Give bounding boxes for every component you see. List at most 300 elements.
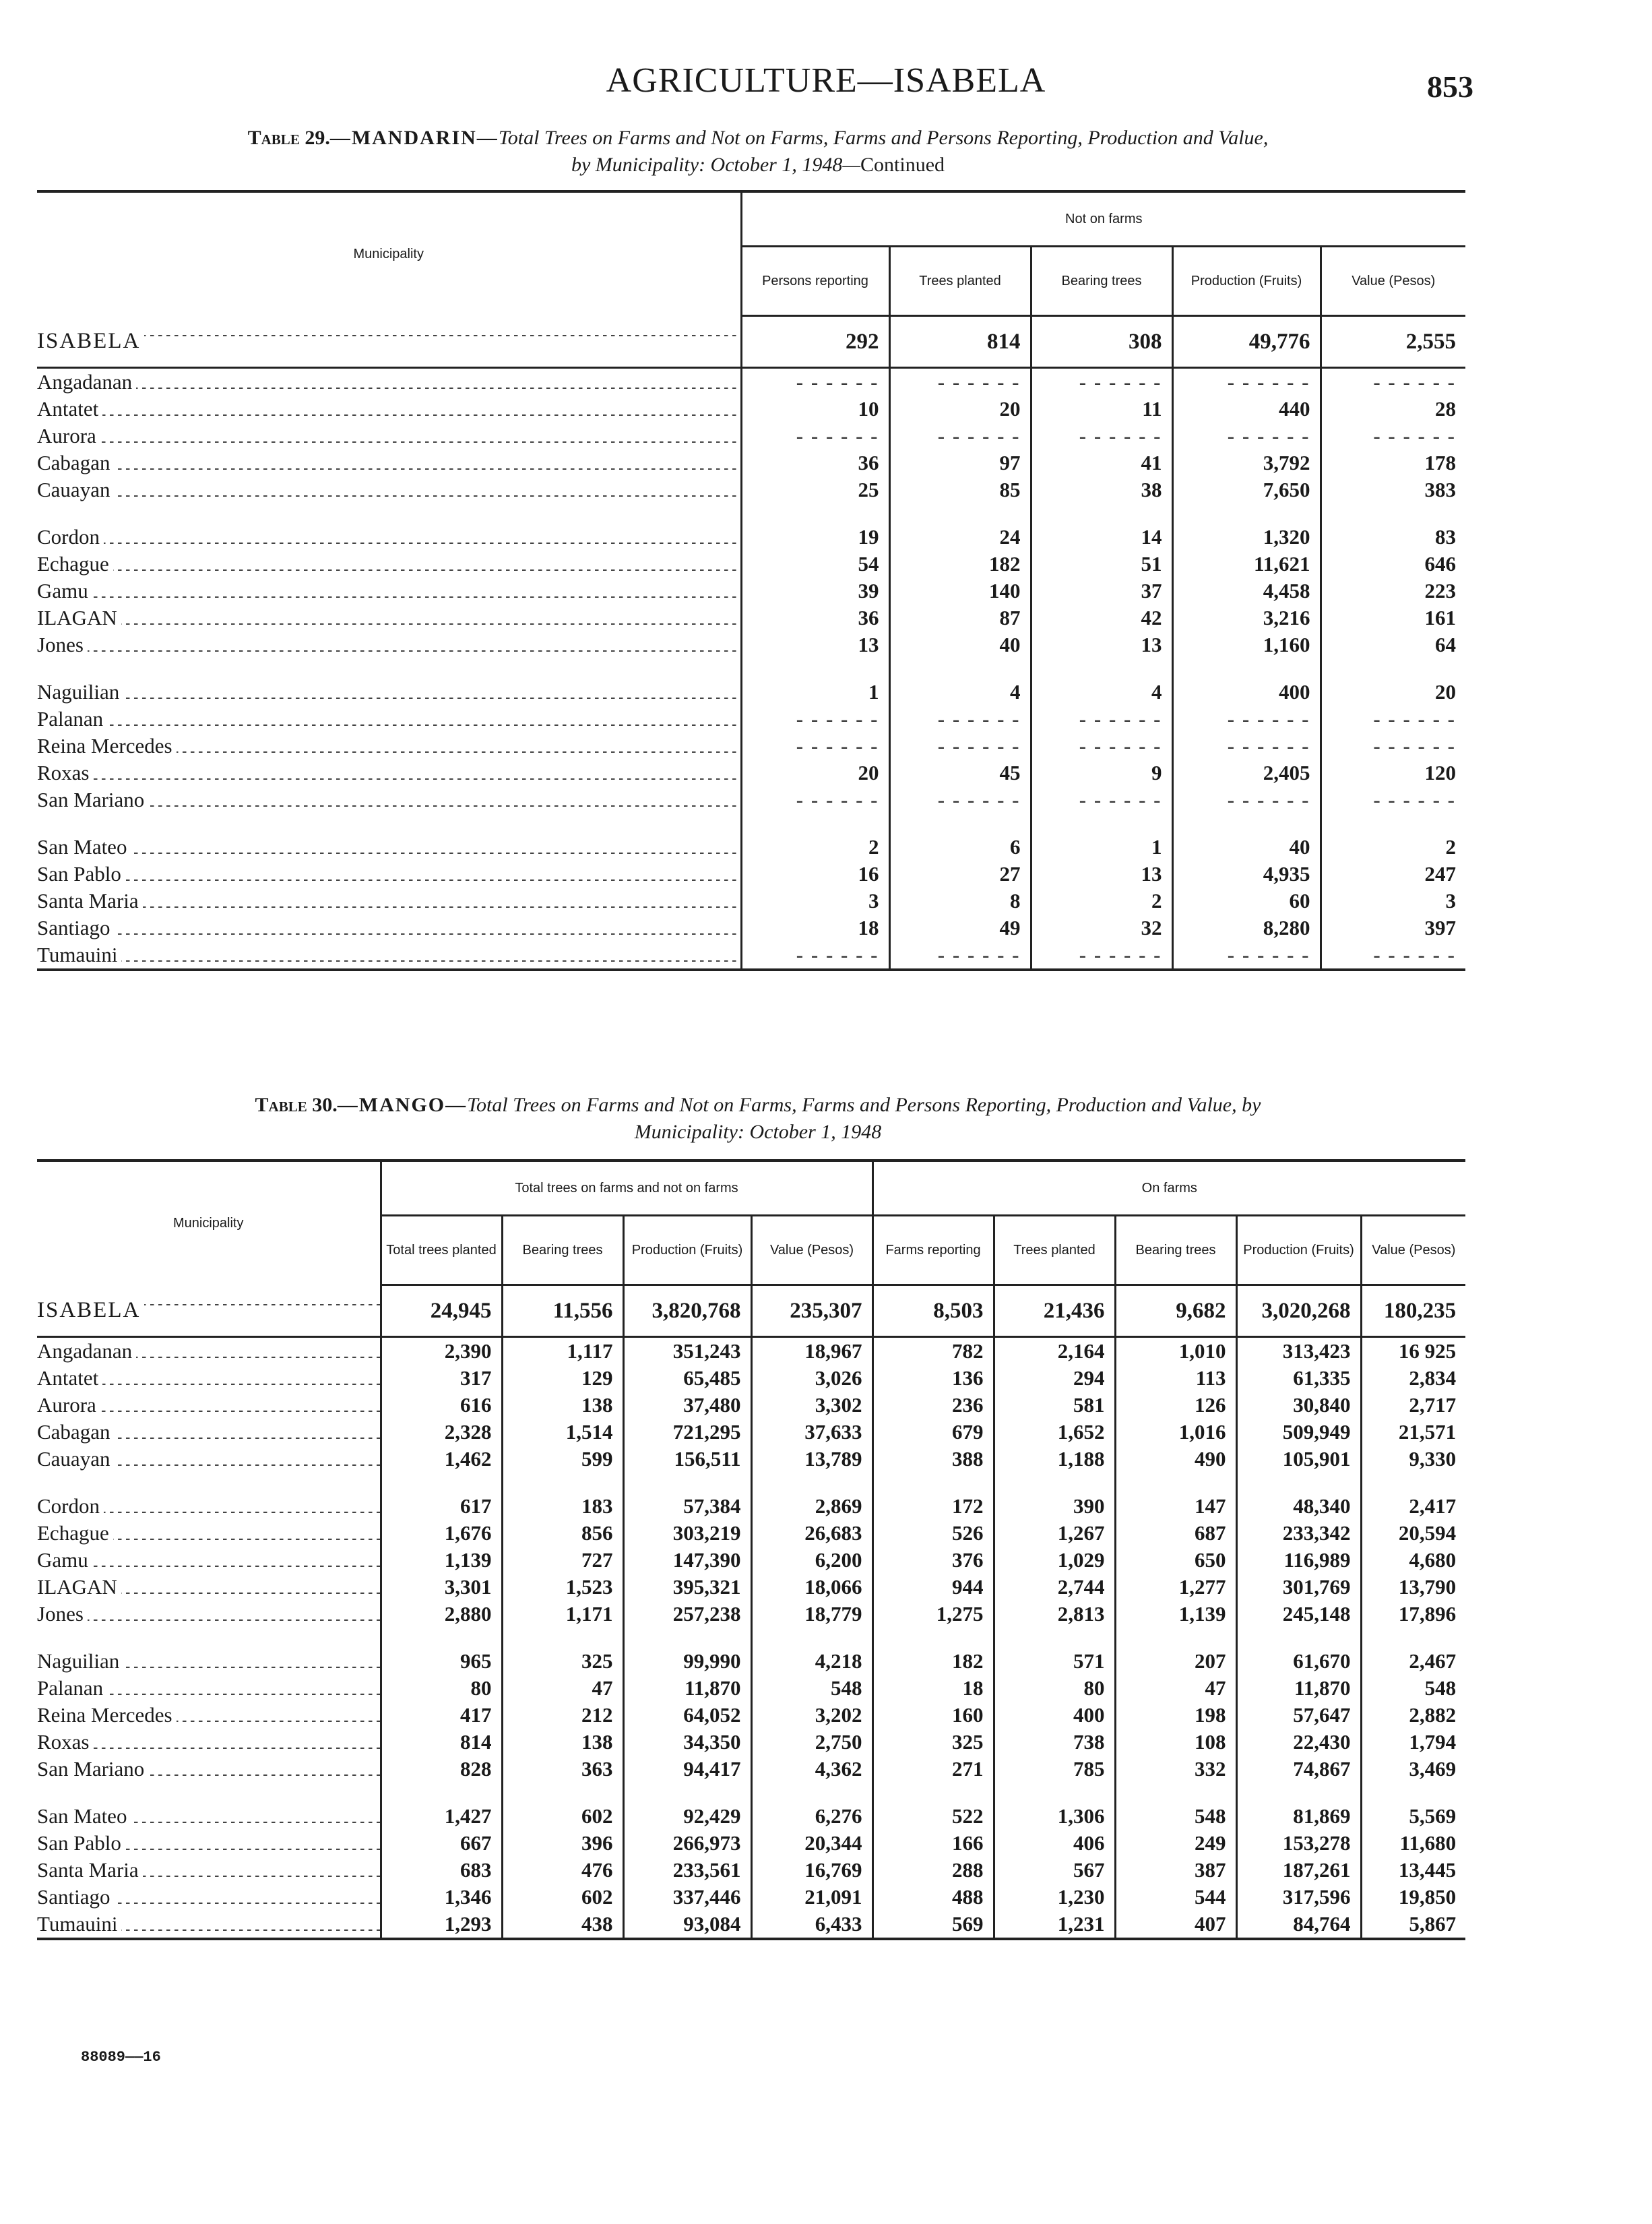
municipality-name — [37, 476, 741, 503]
table-cell: 235,307 — [751, 1285, 872, 1337]
table-cell: 2,417 — [1361, 1493, 1465, 1520]
table-cell: 3,020,268 — [1236, 1285, 1361, 1337]
table-cell: 301,769 — [1236, 1574, 1361, 1601]
municipality-label: Aurora — [37, 424, 100, 447]
municipality-label: Cabagan — [37, 1420, 114, 1444]
table-cell: 34,350 — [623, 1729, 751, 1756]
table-cell: 569 — [872, 1911, 994, 1939]
table-row — [37, 1884, 1465, 1911]
municipality-label: Cauayan — [37, 1447, 114, 1471]
table-cell: 376 — [872, 1547, 994, 1574]
table-row — [37, 834, 1465, 861]
table-cell: 667 — [381, 1830, 502, 1857]
table-30-col-header: Production (Fruits) — [623, 1216, 751, 1285]
table-30-label: Table 30. — [255, 1094, 338, 1116]
municipality-label: Roxas — [37, 761, 94, 784]
table-cell: 19,850 — [1361, 1884, 1465, 1911]
table-cell: - - - - - - — [741, 941, 889, 970]
table-cell: 522 — [872, 1803, 994, 1830]
table-cell: 965 — [381, 1648, 502, 1675]
table-row — [37, 1675, 1465, 1702]
table-cell: - - - - - - — [1172, 786, 1321, 813]
table-cell: 1,117 — [502, 1337, 623, 1365]
table-cell: 2,717 — [1361, 1392, 1465, 1419]
table-cell: 198 — [1115, 1702, 1236, 1729]
municipality-label: San Pablo — [37, 862, 125, 886]
table-29-col-header: Value (Pesos) — [1321, 247, 1465, 316]
table-cell: 567 — [994, 1857, 1115, 1884]
table-row — [37, 578, 1465, 605]
table-cell: 65,485 — [623, 1365, 751, 1392]
table-cell: - - - - - - — [1031, 368, 1172, 396]
table-29-col-header: Production (Fruits) — [1172, 247, 1321, 316]
table-cell: 2,555 — [1321, 316, 1465, 368]
municipality-name — [37, 1756, 381, 1783]
group-spacer — [37, 1628, 1465, 1648]
table-29-col-header: Trees planted — [889, 247, 1031, 316]
page-header — [0, 61, 1652, 108]
table-cell: 30,840 — [1236, 1392, 1361, 1419]
table-cell: 24,945 — [381, 1285, 502, 1337]
table-cell: 396 — [502, 1830, 623, 1857]
table-cell: 1,016 — [1115, 1419, 1236, 1446]
municipality-label: Palanan — [37, 1676, 107, 1700]
table-cell: 1 — [1031, 834, 1172, 861]
table-cell: 313,423 — [1236, 1337, 1361, 1365]
municipality-label: Jones — [37, 633, 88, 656]
table-30-title-line2: Municipality: October 1, 1948 — [634, 1121, 882, 1143]
table-cell: 2,750 — [751, 1729, 872, 1756]
table-cell: 212 — [502, 1702, 623, 1729]
table-row — [37, 1648, 1465, 1675]
municipality-name — [37, 1392, 381, 1419]
table-cell: 4,935 — [1172, 861, 1321, 888]
table-row — [37, 1419, 1465, 1446]
table-cell: 120 — [1321, 760, 1465, 786]
table-row — [37, 368, 1465, 396]
table-cell: 180,235 — [1361, 1285, 1465, 1337]
table-cell: - - - - - - — [1321, 941, 1465, 970]
table-30-municipality-header: Municipality — [173, 1216, 244, 1231]
municipality-label: Palanan — [37, 707, 107, 731]
table-row — [37, 941, 1465, 970]
municipality-name — [37, 733, 741, 760]
table-cell: 153,278 — [1236, 1830, 1361, 1857]
table-cell: - - - - - - — [1031, 786, 1172, 813]
municipality-name — [37, 1803, 381, 1830]
table-cell: 400 — [1172, 679, 1321, 706]
table-cell: 397 — [1321, 915, 1465, 941]
table-cell: 544 — [1115, 1884, 1236, 1911]
table-cell: 856 — [502, 1520, 623, 1547]
table-cell: 138 — [502, 1392, 623, 1419]
table-cell: 57,647 — [1236, 1702, 1361, 1729]
table-cell: 13 — [741, 631, 889, 658]
table-cell: 51 — [1031, 551, 1172, 578]
municipality-name — [37, 423, 741, 450]
table-cell: 1,267 — [994, 1520, 1115, 1547]
table-29 — [37, 190, 1465, 971]
table-cell: - - - - - - — [1031, 706, 1172, 733]
municipality-label: San Mariano — [37, 788, 148, 811]
table-cell: 1,275 — [872, 1601, 994, 1628]
municipality-label: ISABELA — [37, 329, 144, 353]
table-cell: 18,779 — [751, 1601, 872, 1628]
municipality-label: Aurora — [37, 1393, 100, 1417]
table-cell: - - - - - - — [889, 368, 1031, 396]
table-cell: 39 — [741, 578, 889, 605]
table-cell: 476 — [502, 1857, 623, 1884]
table-cell: 390 — [994, 1493, 1115, 1520]
table-row — [37, 760, 1465, 786]
table-cell: 814 — [889, 316, 1031, 368]
table-cell: 47 — [502, 1675, 623, 1702]
table-cell: 99,990 — [623, 1648, 751, 1675]
table-cell: 11,621 — [1172, 551, 1321, 578]
table-cell: 2,869 — [751, 1493, 872, 1520]
municipality-name — [37, 915, 741, 941]
table-cell: 721,295 — [623, 1419, 751, 1446]
table-cell: 223 — [1321, 578, 1465, 605]
table-cell: 308 — [1031, 316, 1172, 368]
municipality-name — [37, 1675, 381, 1702]
municipality-label: Tumauini — [37, 943, 121, 966]
table-30-col-header: Value (Pesos) — [751, 1216, 872, 1285]
municipality-label: Jones — [37, 1602, 88, 1626]
table-cell: 1,346 — [381, 1884, 502, 1911]
table-cell: 509,949 — [1236, 1419, 1361, 1446]
table-cell: 406 — [994, 1830, 1115, 1857]
table-cell: 2,164 — [994, 1337, 1115, 1365]
table-cell: 41 — [1031, 450, 1172, 476]
table-cell: 16 925 — [1361, 1337, 1465, 1365]
table-cell: 9,682 — [1115, 1285, 1236, 1337]
table-cell: 85 — [889, 476, 1031, 503]
table-cell: 317,596 — [1236, 1884, 1361, 1911]
table-cell: 646 — [1321, 551, 1465, 578]
municipality-name — [37, 888, 741, 915]
table-cell: 1,676 — [381, 1520, 502, 1547]
municipality-label: Cordon — [37, 525, 104, 549]
municipality-label: San Pablo — [37, 1831, 125, 1855]
table-cell: 14 — [1031, 524, 1172, 551]
municipality-label: Cordon — [37, 1494, 104, 1518]
table-cell: 2,405 — [1172, 760, 1321, 786]
municipality-name — [37, 1884, 381, 1911]
table-cell: 687 — [1115, 1520, 1236, 1547]
table-cell: 785 — [994, 1756, 1115, 1783]
table-cell: 18,967 — [751, 1337, 872, 1365]
table-30-total-trees-header: Total trees on farms and not on farms — [381, 1161, 872, 1216]
table-cell: 147,390 — [623, 1547, 751, 1574]
table-cell: 332 — [1115, 1756, 1236, 1783]
table-cell: 828 — [381, 1756, 502, 1783]
table-cell: 2,834 — [1361, 1365, 1465, 1392]
table-cell: 18,066 — [751, 1574, 872, 1601]
table-cell: 1 — [741, 679, 889, 706]
table-row — [37, 1601, 1465, 1628]
table-cell: 236 — [872, 1392, 994, 1419]
municipality-name — [37, 1446, 381, 1473]
table-cell: - - - - - - — [1031, 423, 1172, 450]
table-cell: 21,091 — [751, 1884, 872, 1911]
table-cell: 288 — [872, 1857, 994, 1884]
table-cell: - - - - - - — [741, 706, 889, 733]
table-cell: 1,010 — [1115, 1337, 1236, 1365]
table-cell: 814 — [381, 1729, 502, 1756]
table-cell: 11,680 — [1361, 1830, 1465, 1857]
table-cell: 13 — [1031, 631, 1172, 658]
municipality-label: Echague — [37, 1521, 113, 1545]
table-cell: 84,764 — [1236, 1911, 1361, 1939]
group-spacer — [37, 1783, 1465, 1803]
table-cell: 11 — [1031, 396, 1172, 423]
table-cell: 3,202 — [751, 1702, 872, 1729]
table-cell: 6,200 — [751, 1547, 872, 1574]
table-cell: 3,216 — [1172, 605, 1321, 631]
table-cell: - - - - - - — [1172, 706, 1321, 733]
table-cell: 129 — [502, 1365, 623, 1392]
table-cell: 271 — [872, 1756, 994, 1783]
table-30-name: —MANGO— — [337, 1094, 468, 1116]
table-cell: 4 — [889, 679, 1031, 706]
table-cell: 113 — [1115, 1365, 1236, 1392]
table-row — [37, 1702, 1465, 1729]
municipality-label: San Mateo — [37, 1804, 131, 1828]
table-row — [37, 1574, 1465, 1601]
municipality-name — [37, 605, 741, 631]
table-row — [37, 476, 1465, 503]
table-total-row — [37, 1285, 1465, 1337]
table-cell: 1,293 — [381, 1911, 502, 1939]
table-cell: 1,427 — [381, 1803, 502, 1830]
table-row — [37, 1337, 1465, 1365]
municipality-name — [37, 706, 741, 733]
municipality-name — [37, 316, 741, 368]
table-row — [37, 861, 1465, 888]
table-cell: 233,561 — [623, 1857, 751, 1884]
table-cell: 17,896 — [1361, 1601, 1465, 1628]
table-cell: - - - - - - — [1321, 368, 1465, 396]
table-cell: 9,330 — [1361, 1446, 1465, 1473]
table-cell: 27 — [889, 861, 1031, 888]
table-cell: 257,238 — [623, 1601, 751, 1628]
table-cell: 36 — [741, 605, 889, 631]
municipality-name — [37, 368, 741, 396]
table-cell: 8,503 — [872, 1285, 994, 1337]
table-row — [37, 706, 1465, 733]
table-cell: 94,417 — [623, 1756, 751, 1783]
table-cell: - - - - - - — [1321, 423, 1465, 450]
table-cell: 1,306 — [994, 1803, 1115, 1830]
table-cell: 2,328 — [381, 1419, 502, 1446]
table-cell: 40 — [889, 631, 1031, 658]
table-cell: 9 — [1031, 760, 1172, 786]
table-cell: 161 — [1321, 605, 1465, 631]
table-cell: 7,650 — [1172, 476, 1321, 503]
table-cell: 105,901 — [1236, 1446, 1361, 1473]
municipality-name — [37, 631, 741, 658]
table-cell: 74,867 — [1236, 1756, 1361, 1783]
table-cell: 1,462 — [381, 1446, 502, 1473]
table-cell: 548 — [1115, 1803, 1236, 1830]
table-cell: - - - - - - — [889, 706, 1031, 733]
municipality-label: Roxas — [37, 1730, 94, 1754]
municipality-label: Cabagan — [37, 451, 114, 474]
table-cell: 387 — [1115, 1857, 1236, 1884]
table-cell: - - - - - - — [1031, 941, 1172, 970]
table-cell: 54 — [741, 551, 889, 578]
table-cell: - - - - - - — [889, 423, 1031, 450]
table-cell: 6,433 — [751, 1911, 872, 1939]
table-row — [37, 733, 1465, 760]
table-cell: 3,302 — [751, 1392, 872, 1419]
table-cell: 10 — [741, 396, 889, 423]
table-cell: 249 — [1115, 1830, 1236, 1857]
table-cell: 61,335 — [1236, 1365, 1361, 1392]
table-30-col-header: Farms reporting — [872, 1216, 994, 1285]
table-cell: 407 — [1115, 1911, 1236, 1939]
table-29-municipality-header: Municipality — [353, 247, 424, 262]
table-cell: 782 — [872, 1337, 994, 1365]
group-spacer — [37, 658, 1465, 679]
table-cell: 160 — [872, 1702, 994, 1729]
table-cell: 48,340 — [1236, 1493, 1361, 1520]
table-cell: 37,633 — [751, 1419, 872, 1446]
municipality-name — [37, 1547, 381, 1574]
table-cell: - - - - - - — [1321, 733, 1465, 760]
table-cell: 20 — [741, 760, 889, 786]
group-spacer — [37, 813, 1465, 834]
table-cell: 2 — [741, 834, 889, 861]
table-cell: 388 — [872, 1446, 994, 1473]
table-row — [37, 915, 1465, 941]
table-row — [37, 1520, 1465, 1547]
table-29-grid — [37, 190, 1465, 971]
table-row — [37, 396, 1465, 423]
table-cell: 19 — [741, 524, 889, 551]
table-cell: 20,344 — [751, 1830, 872, 1857]
table-cell: 3,820,768 — [623, 1285, 751, 1337]
table-cell: 37,480 — [623, 1392, 751, 1419]
table-29-label: Table 29. — [247, 127, 330, 149]
table-row — [37, 551, 1465, 578]
table-cell: 490 — [1115, 1446, 1236, 1473]
table-cell: 25 — [741, 476, 889, 503]
table-row — [37, 1446, 1465, 1473]
municipality-label: ILAGAN — [37, 1575, 121, 1599]
municipality-name — [37, 679, 741, 706]
table-row — [37, 1547, 1465, 1574]
table-cell: 4,458 — [1172, 578, 1321, 605]
table-cell: - - - - - - — [741, 733, 889, 760]
table-cell: 1,523 — [502, 1574, 623, 1601]
table-cell: 2,880 — [381, 1601, 502, 1628]
table-cell: 156,511 — [623, 1446, 751, 1473]
table-row — [37, 631, 1465, 658]
municipality-name — [37, 941, 741, 970]
table-30-col-header: Trees planted — [994, 1216, 1115, 1285]
municipality-label: Santa Maria — [37, 1858, 143, 1882]
table-cell: 294 — [994, 1365, 1115, 1392]
table-cell: 13,789 — [751, 1446, 872, 1473]
table-cell: 140 — [889, 578, 1031, 605]
table-cell: 317 — [381, 1365, 502, 1392]
table-cell: 61,670 — [1236, 1648, 1361, 1675]
table-cell: 37 — [1031, 578, 1172, 605]
municipality-name — [37, 1337, 381, 1365]
municipality-name — [37, 1493, 381, 1520]
table-cell: 207 — [1115, 1648, 1236, 1675]
table-cell: 292 — [741, 316, 889, 368]
municipality-label: Cauayan — [37, 478, 114, 501]
table-cell: 599 — [502, 1446, 623, 1473]
table-cell: 1,230 — [994, 1884, 1115, 1911]
municipality-name — [37, 1574, 381, 1601]
table-cell: 1,139 — [381, 1547, 502, 1574]
table-cell: 26,683 — [751, 1520, 872, 1547]
table-cell: 727 — [502, 1547, 623, 1574]
table-cell: 147 — [1115, 1493, 1236, 1520]
table-row — [37, 1756, 1465, 1783]
table-cell: 2,813 — [994, 1601, 1115, 1628]
municipality-name — [37, 396, 741, 423]
table-cell: 2,882 — [1361, 1702, 1465, 1729]
table-cell: 400 — [994, 1702, 1115, 1729]
table-cell: 1,514 — [502, 1419, 623, 1446]
table-cell: 2,744 — [994, 1574, 1115, 1601]
table-row — [37, 1857, 1465, 1884]
table-cell: 417 — [381, 1702, 502, 1729]
municipality-name — [37, 834, 741, 861]
municipality-label: San Mateo — [37, 835, 131, 859]
table-cell: 13,790 — [1361, 1574, 1465, 1601]
table-cell: 2,467 — [1361, 1648, 1465, 1675]
table-cell: 93,084 — [623, 1911, 751, 1939]
table-cell: 18 — [872, 1675, 994, 1702]
table-cell: - - - - - - — [1321, 706, 1465, 733]
table-29-col-header: Bearing trees — [1031, 247, 1172, 316]
table-cell: 28 — [1321, 396, 1465, 423]
table-cell: 172 — [872, 1493, 994, 1520]
table-row — [37, 605, 1465, 631]
table-cell: 36 — [741, 450, 889, 476]
table-30-col-header: Value (Pesos) — [1361, 1216, 1465, 1285]
table-total-row — [37, 316, 1465, 368]
table-cell: 363 — [502, 1756, 623, 1783]
municipality-name — [37, 1648, 381, 1675]
table-cell: - - - - - - — [741, 423, 889, 450]
table-29-col-header: Persons reporting — [741, 247, 889, 316]
table-30-col-header: Production (Fruits) — [1236, 1216, 1361, 1285]
municipality-name — [37, 760, 741, 786]
table-cell: 617 — [381, 1493, 502, 1520]
municipality-name — [37, 786, 741, 813]
municipality-label: Santa Maria — [37, 889, 143, 913]
table-cell: 351,243 — [623, 1337, 751, 1365]
table-row — [37, 1493, 1465, 1520]
table-cell: 3 — [741, 888, 889, 915]
table-cell: 581 — [994, 1392, 1115, 1419]
table-cell: 57,384 — [623, 1493, 751, 1520]
table-30-col-header: Bearing trees — [502, 1216, 623, 1285]
table-cell: 944 — [872, 1574, 994, 1601]
table-cell: 49,776 — [1172, 316, 1321, 368]
municipality-label: Naguilian — [37, 1649, 123, 1673]
table-row — [37, 1392, 1465, 1419]
table-cell: 679 — [872, 1419, 994, 1446]
table-cell: 395,321 — [623, 1574, 751, 1601]
